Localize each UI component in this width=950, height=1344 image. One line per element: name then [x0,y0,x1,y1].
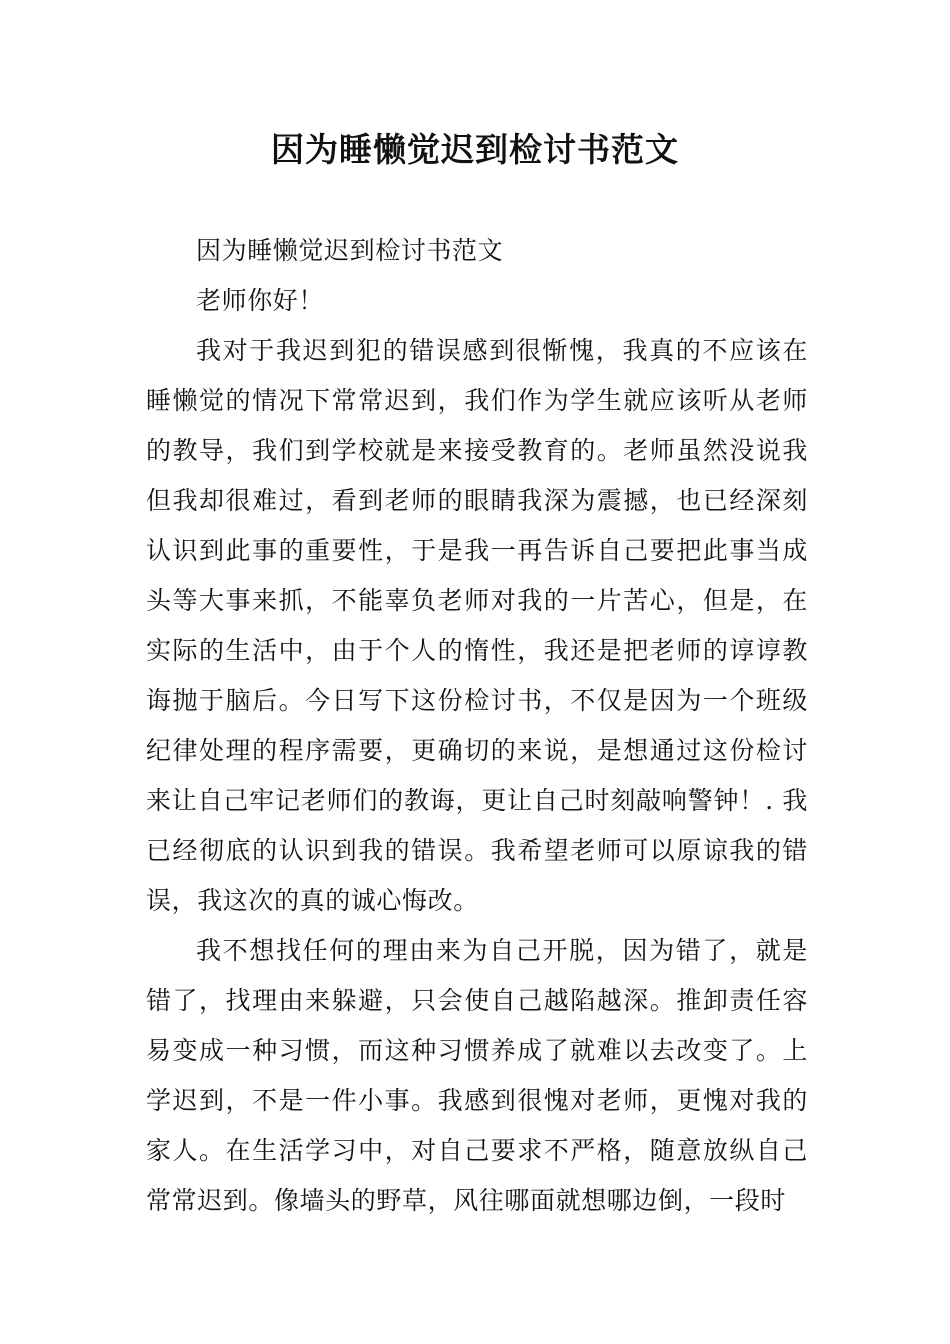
paragraph-body-1: 我对于我迟到犯的错误感到很惭愧，我真的不应该在睡懒觉的情况下常常迟到，我们作为学生就应该听从老师的教导，我们到学校就是来接受教育的。老师虽然没说我但我却很难过，看到老师的眼睛我深为震撼，也已经深刻认识到此事的重要性，于是我一再告诉自己要把此事当成头等大事来抓，不能辜负老师对我的一片苦心，但是，在实际的生活中，由于个人的惰性，我还是把老师的谆谆教诲抛于脑后。今日写下这份检讨书，不仅是因为一个班级纪律处理的程序需要，更确切的来说，是想通过这份检讨来让自己牢记老师们的教诲，更让自己时刻敲响警钟！. 我已经彻底的认识到我的错误。我希望老师可以原谅我的错误，我这次的真的诚心悔改。 [146,336,808,915]
paragraph-greeting: 老师你好！ [196,286,325,315]
paragraph-subtitle: 因为睡懒觉迟到检讨书范文 [196,236,504,265]
document-title: 因为睡懒觉迟到检讨书范文 [271,130,679,169]
document-body [146,226,808,1226]
paragraph-body-2: 我不想找任何的理由来为自己开脱，因为错了，就是错了，找理由来躲避，只会使自己越陷越深。推卸责任容易变成一种习惯，而这种习惯养成了就难以去改变了。上学迟到，不是一件小事。我感到很愧对老师，更愧对我的家人。在生活学习中，对自己要求不严格，随意放纵自己常常迟到。像墙头的野草，风往哪面就想哪边倒，一段时 [146,936,808,1215]
